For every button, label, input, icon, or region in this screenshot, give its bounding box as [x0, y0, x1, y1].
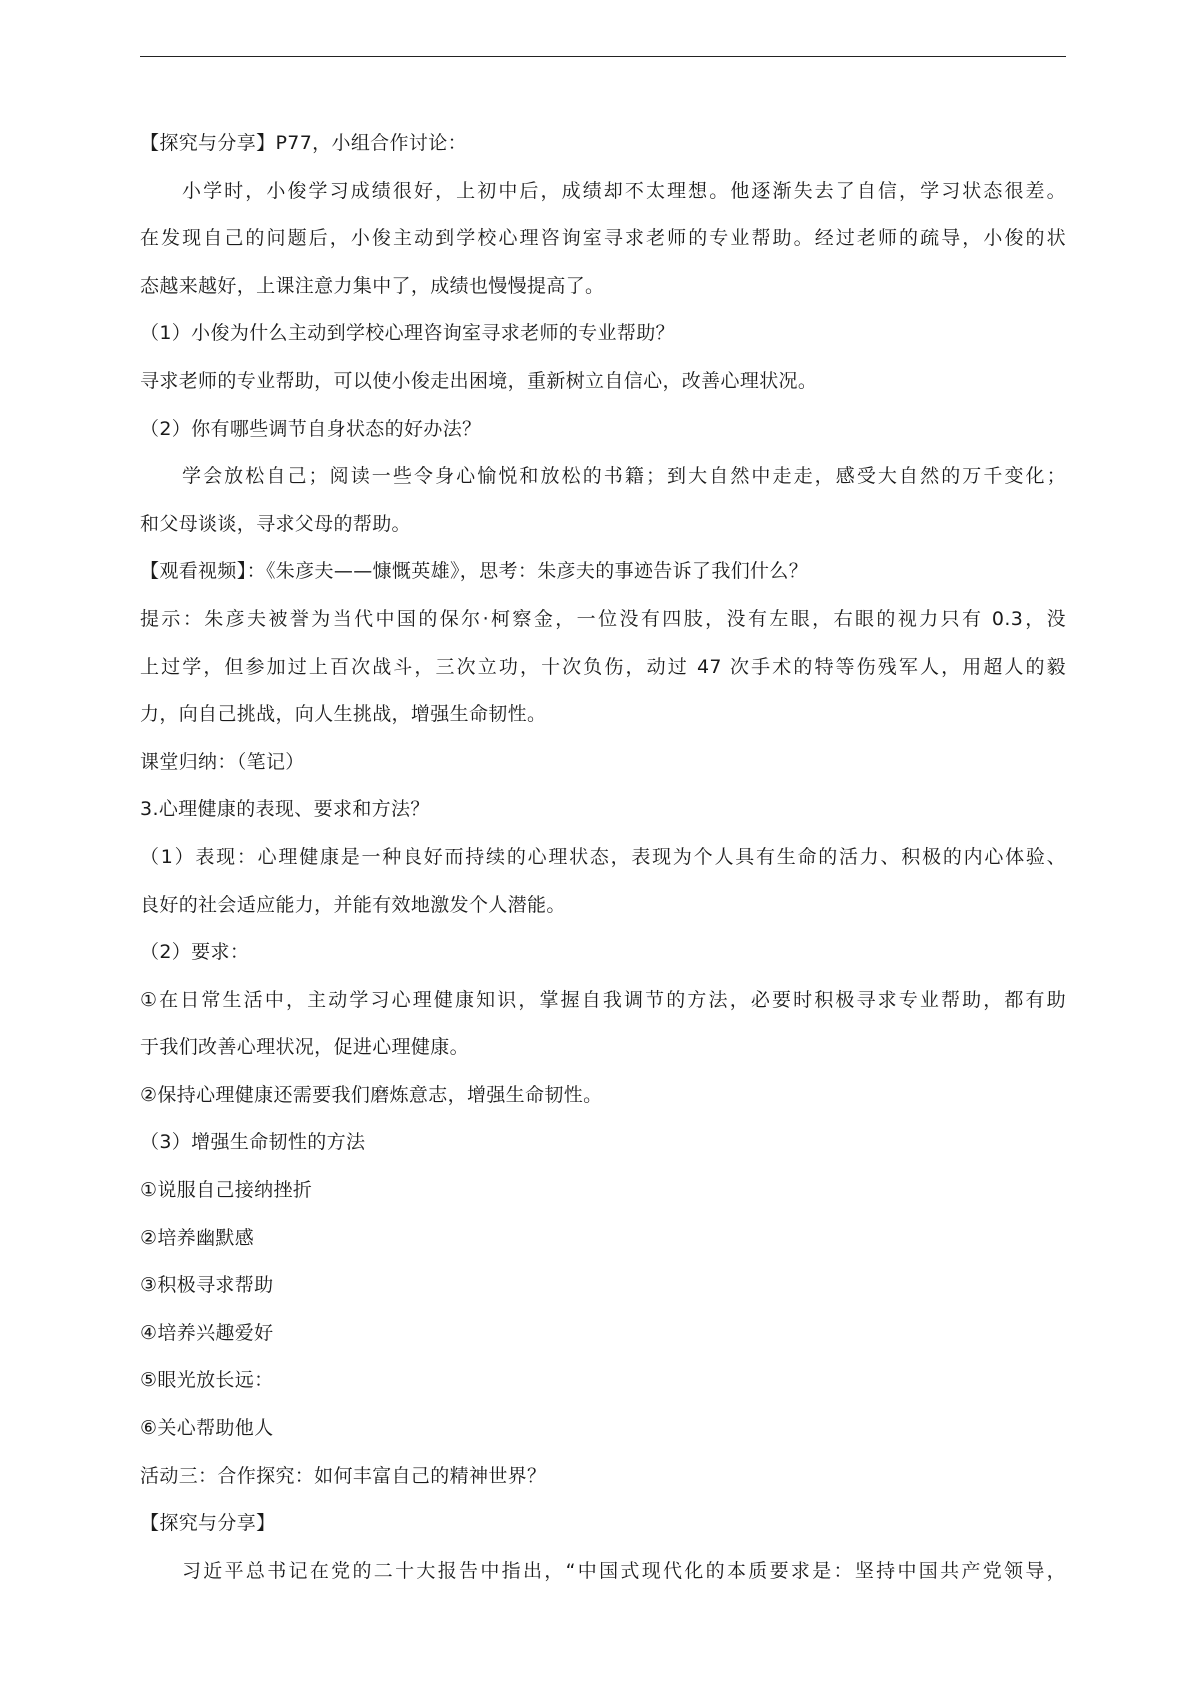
text-line: （2）你有哪些调节自身状态的好办法？	[140, 417, 482, 440]
text-line: 课堂归纳：（笔记）	[140, 750, 305, 773]
text-line: 态越来越好，上课注意力集中了，成绩也慢慢提高了。	[140, 274, 605, 297]
text-line: （1）小俊为什么主动到学校心理咨询室寻求老师的专业帮助？	[140, 322, 675, 345]
text-line: 寻求老师的专业帮助，可以使小俊走出困境，重新树立自信心，改善心理状况。	[140, 369, 818, 392]
text-line: 良好的社会适应能力，并能有效地激发个人潜能。	[140, 893, 566, 916]
text-line: 【探究与分享】	[140, 1512, 276, 1535]
text-line: ⑥关心帮助他人	[140, 1417, 274, 1440]
text-line: 于我们改善心理状况，促进心理健康。	[140, 1036, 469, 1059]
text-line: 【探究与分享】P77，小组合作讨论：	[140, 132, 467, 154]
text-line: （3）增强生命韧性的方法	[140, 1131, 366, 1154]
text-line: 活动三：合作探究：如何丰富自己的精神世界？	[140, 1464, 547, 1487]
text-line: ④培养兴趣爱好	[140, 1321, 274, 1344]
text-line: ①说服自己接纳挫折	[140, 1179, 313, 1202]
text-line: 上过学，但参加过上百次战斗，三次立功，十次负伤，动过 47 次手术的特等伤残军人，用超人的毅	[140, 655, 1066, 678]
document-body	[140, 120, 1066, 1595]
text-line: ②培养幽默感	[140, 1226, 255, 1249]
text-line: 小学时，小俊学习成绩很好，上初中后，成绩却不太理想。他逐渐失去了自信，学习状态很差。	[182, 179, 1066, 202]
text-line: 3.心理健康的表现、要求和方法？	[140, 798, 430, 821]
text-line: （2）要求：	[140, 941, 250, 964]
text-line: ⑤眼光放长远：	[140, 1369, 274, 1392]
text-line: 提示：朱彦夫被誉为当代中国的保尔·柯察金，一位没有四肢，没有左眼，右眼的视力只有 0.3，没	[140, 607, 1066, 630]
text-line: 在发现自己的问题后，小俊主动到学校心理咨询室寻求老师的专业帮助。经过老师的疏导，小俊的状	[140, 227, 1066, 250]
text-line: 【观看视频】：《朱彦夫——慷慨英雄》，思考：朱彦夫的事迹告诉了我们什么？	[140, 560, 809, 583]
text-line: 力，向自己挑战，向人生挑战，增强生命韧性。	[140, 703, 547, 726]
text-line: ③积极寻求帮助	[140, 1274, 274, 1297]
text-line: ①在日常生活中，主动学习心理健康知识，掌握自我调节的方法，必要时积极寻求专业帮助，都有助	[140, 988, 1066, 1011]
text-line: 和父母谈谈，寻求父母的帮助。	[140, 512, 411, 535]
text-line: ②保持心理健康还需要我们磨炼意志，增强生命韧性。	[140, 1083, 603, 1106]
text-line: 学会放松自己；阅读一些令身心愉悦和放松的书籍；到大自然中走走，感受大自然的万千变化；	[182, 465, 1066, 488]
text-line: 习近平总书记在党的二十大报告中指出，“中国式现代化的本质要求是：坚持中国共产党领导，	[182, 1559, 1066, 1582]
header-rule	[140, 56, 1066, 57]
text-line: （1）表现：心理健康是一种良好而持续的心理状态，表现为个人具有生命的活力、积极的内心体验、	[140, 845, 1066, 868]
